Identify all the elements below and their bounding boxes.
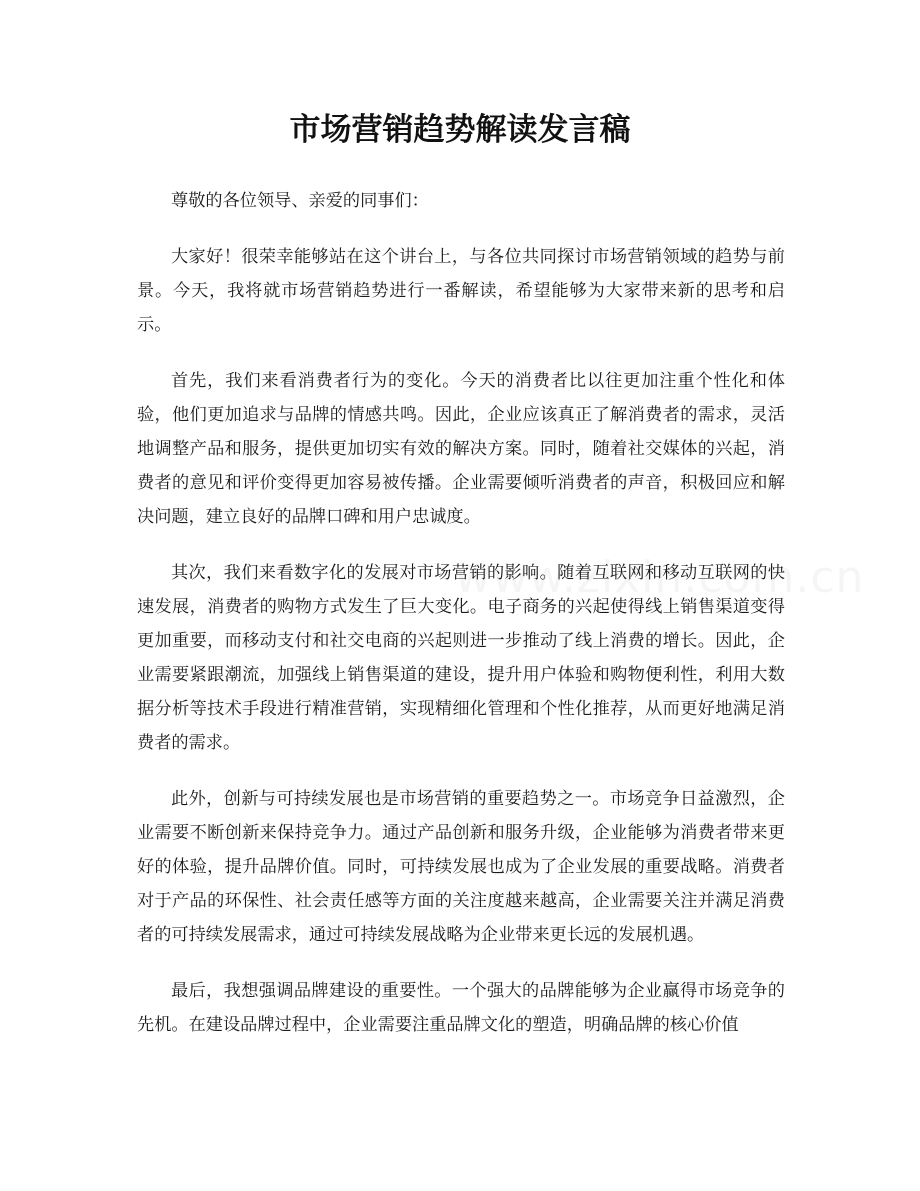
consumer-behavior-paragraph: 首先，我们来看消费者行为的变化。今天的消费者比以往更加注重个性化和体验，他们更加追求与品牌的情感共鸣。因此，企业应该真正了解消费者的需求，灵活地调整产品和服务，提供更加切实有效的解决方案。同时，随着社交媒体的兴起，消费者的意见和评价变得更加容易被传播。企业需要倾听消费者的声音，积极回应和解决问题，建立良好的品牌口碑和用户忠诚度。 xyxy=(137,371,785,527)
brand-paragraph: 最后，我想强调品牌建设的重要性。一个强大的品牌能够为企业赢得市场竞争的先机。在建设品牌过程中，企业需要注重品牌文化的塑造，明确品牌的核心价值 xyxy=(137,981,785,1035)
digitalization-paragraph: 其次，我们来看数字化的发展对市场营销的影响。随着互联网和移动互联网的快速发展，消费者的购物方式发生了巨大变化。电子商务的兴起使得线上销售渠道变得更加重要，而移动支付和社交电商的兴起则进一步推动了线上消费的增长。因此，企业需要紧跟潮流，加强线上销售渠道的建设，提升用户体验和购物便利性，利用大数据分析等技术手段进行精准营销，实现精细化管理和个性化推荐，从而更好地满足消费者的需求。 xyxy=(137,563,785,753)
intro-paragraph: 大家好！很荣幸能够站在这个讲台上，与各位共同探讨市场营销领域的趋势与前景。今天，我将就市场营销趋势进行一番解读，希望能够为大家带来新的思考和启示。 xyxy=(137,247,785,335)
document-body xyxy=(137,184,785,1064)
innovation-paragraph: 此外，创新与可持续发展也是市场营销的重要趋势之一。市场竞争日益激烈，企业需要不断创新来保持竞争力。通过产品创新和服务升级，企业能够为消费者带来更好的体验，提升品牌价值。同时，可持续发展也成为了企业发展的重要战略。消费者对于产品的环保性、社会责任感等方面的关注度越来越高，企业需要关注并满足消费者的可持续发展需求，通过可持续发展战略为企业带来更长远的发展机遇。 xyxy=(137,789,785,945)
salutation-paragraph: 尊敬的各位领导、亲爱的同事们： xyxy=(171,191,429,211)
document-title: 市场营销趋势解读发言稿 xyxy=(289,112,631,148)
